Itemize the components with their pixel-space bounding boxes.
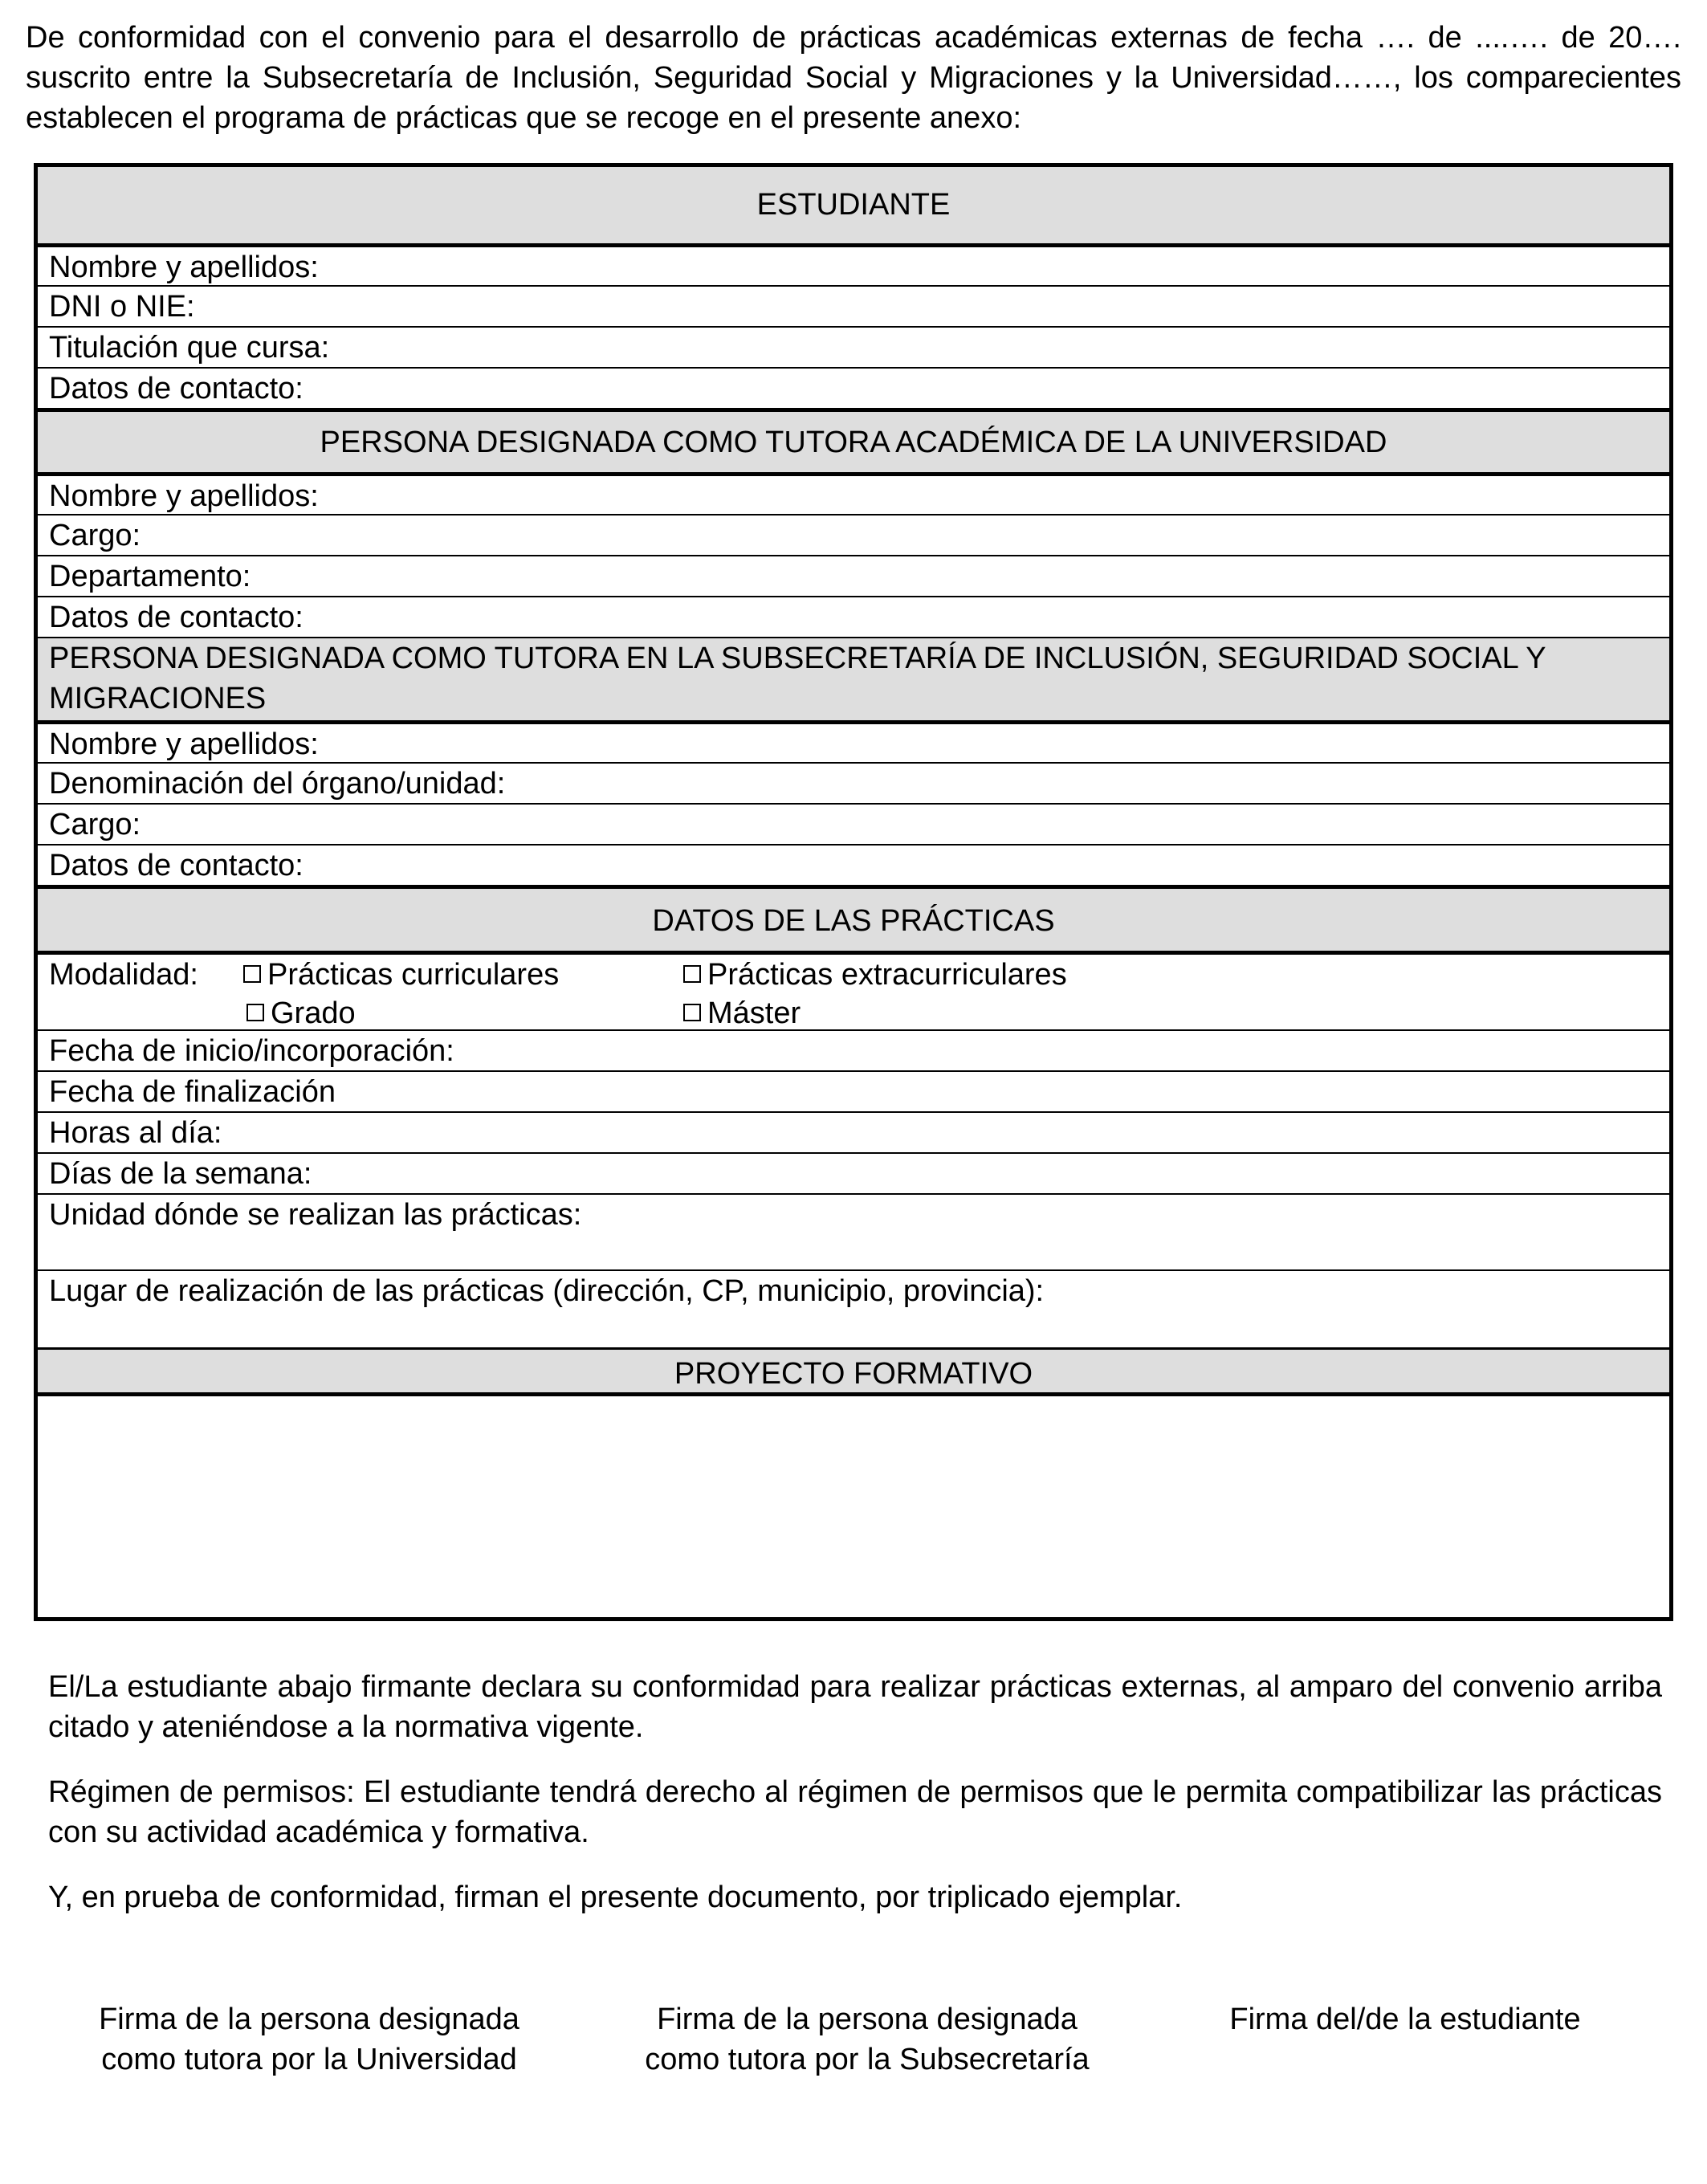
hours-per-day-field[interactable]: Horas al día: bbox=[38, 1111, 1669, 1152]
practice-form-table bbox=[34, 163, 1673, 1621]
student-contact-field[interactable]: Datos de contacto: bbox=[38, 367, 1669, 408]
weekdays-field[interactable]: Días de la semana: bbox=[38, 1152, 1669, 1193]
option-master[interactable]: Máster bbox=[683, 993, 801, 1033]
student-id-field[interactable]: DNI o NIE: bbox=[38, 285, 1669, 326]
section-header-academic-tutor: PERSONA DESIGNADA COMO TUTORA ACADÉMICA DE LA UNIVERSIDAD bbox=[38, 408, 1669, 472]
academic-tutor-position-field[interactable]: Cargo: bbox=[38, 514, 1669, 555]
student-name-field[interactable]: Nombre y apellidos: bbox=[38, 243, 1669, 285]
checkbox-icon[interactable] bbox=[683, 1004, 701, 1021]
conformity-paragraph: El/La estudiante abajo firmante declara su conformidad para realizar prácticas externas, al amparo del convenio arriba citado y ateniéndose a la normativa vigente. bbox=[48, 1670, 1662, 1744]
modality-label: Modalidad: bbox=[49, 958, 198, 992]
intro-paragraph: De conformidad con el convenio para el desarrollo de prácticas académicas externas de fecha …. de ....…. de 20…. suscrito entre la Subsecretaría de Inclusión, Seguridad Social y Migraciones y la Universidad……, los comparecientes establecen el programa de prácticas que se recoge en el presente anexo: bbox=[26, 21, 1681, 135]
signing-paragraph: Y, en prueba de conformidad, firman el presente documento, por triplicado ejemplar. bbox=[48, 1880, 1183, 1914]
sub-tutor-unit-field[interactable]: Denominación del órgano/unidad: bbox=[38, 762, 1669, 803]
student-degree-field[interactable]: Titulación que cursa: bbox=[38, 326, 1669, 367]
section-header-sub-tutor: PERSONA DESIGNADA COMO TUTORA EN LA SUBSECRETARÍA DE INCLUSIÓN, SEGURIDAD SOCIAL Y MIGRACIONES bbox=[38, 637, 1669, 720]
option-grado[interactable]: Grado bbox=[246, 993, 356, 1033]
signature-university-tutor: Firma de la persona designada como tutora por la Universidad bbox=[99, 2003, 519, 2076]
signature-student: Firma del/de la estudiante bbox=[1229, 2003, 1581, 2036]
practice-unit-field[interactable]: Unidad dónde se realizan las prácticas: bbox=[38, 1193, 1669, 1269]
sub-tutor-name-field[interactable]: Nombre y apellidos: bbox=[38, 720, 1669, 762]
academic-tutor-contact-field[interactable]: Datos de contacto: bbox=[38, 596, 1669, 637]
practice-location-field[interactable]: Lugar de realización de las prácticas (dirección, CP, municipio, provincia): bbox=[38, 1269, 1669, 1347]
sub-tutor-position-field[interactable]: Cargo: bbox=[38, 803, 1669, 844]
sub-tutor-contact-field[interactable]: Datos de contacto: bbox=[38, 844, 1669, 885]
option-extracurricular[interactable]: Prácticas extracurriculares bbox=[683, 955, 1067, 995]
checkbox-icon[interactable] bbox=[246, 1004, 264, 1021]
end-date-field[interactable]: Fecha de finalización bbox=[38, 1070, 1669, 1111]
permissions-paragraph: Régimen de permisos: El estudiante tendrá derecho al régimen de permisos que le permita compatibilizar las prácticas con su actividad académica y formativa. bbox=[48, 1775, 1662, 1849]
academic-tutor-name-field[interactable]: Nombre y apellidos: bbox=[38, 472, 1669, 514]
academic-tutor-department-field[interactable]: Departamento: bbox=[38, 555, 1669, 596]
checkbox-icon[interactable] bbox=[243, 965, 261, 983]
section-header-practice: DATOS DE LAS PRÁCTICAS bbox=[38, 885, 1669, 951]
option-curricular[interactable]: Prácticas curriculares bbox=[243, 955, 559, 995]
signature-subsecretaria-tutor: Firma de la persona designada como tutora por la Subsecretaría bbox=[645, 2003, 1090, 2076]
project-text-area[interactable] bbox=[38, 1392, 1669, 1617]
start-date-field[interactable]: Fecha de inicio/incorporación: bbox=[38, 1029, 1669, 1070]
checkbox-icon[interactable] bbox=[683, 965, 701, 983]
section-header-student: ESTUDIANTE bbox=[38, 167, 1669, 243]
section-header-project: PROYECTO FORMATIVO bbox=[38, 1347, 1669, 1392]
modality-row bbox=[38, 951, 1669, 1029]
